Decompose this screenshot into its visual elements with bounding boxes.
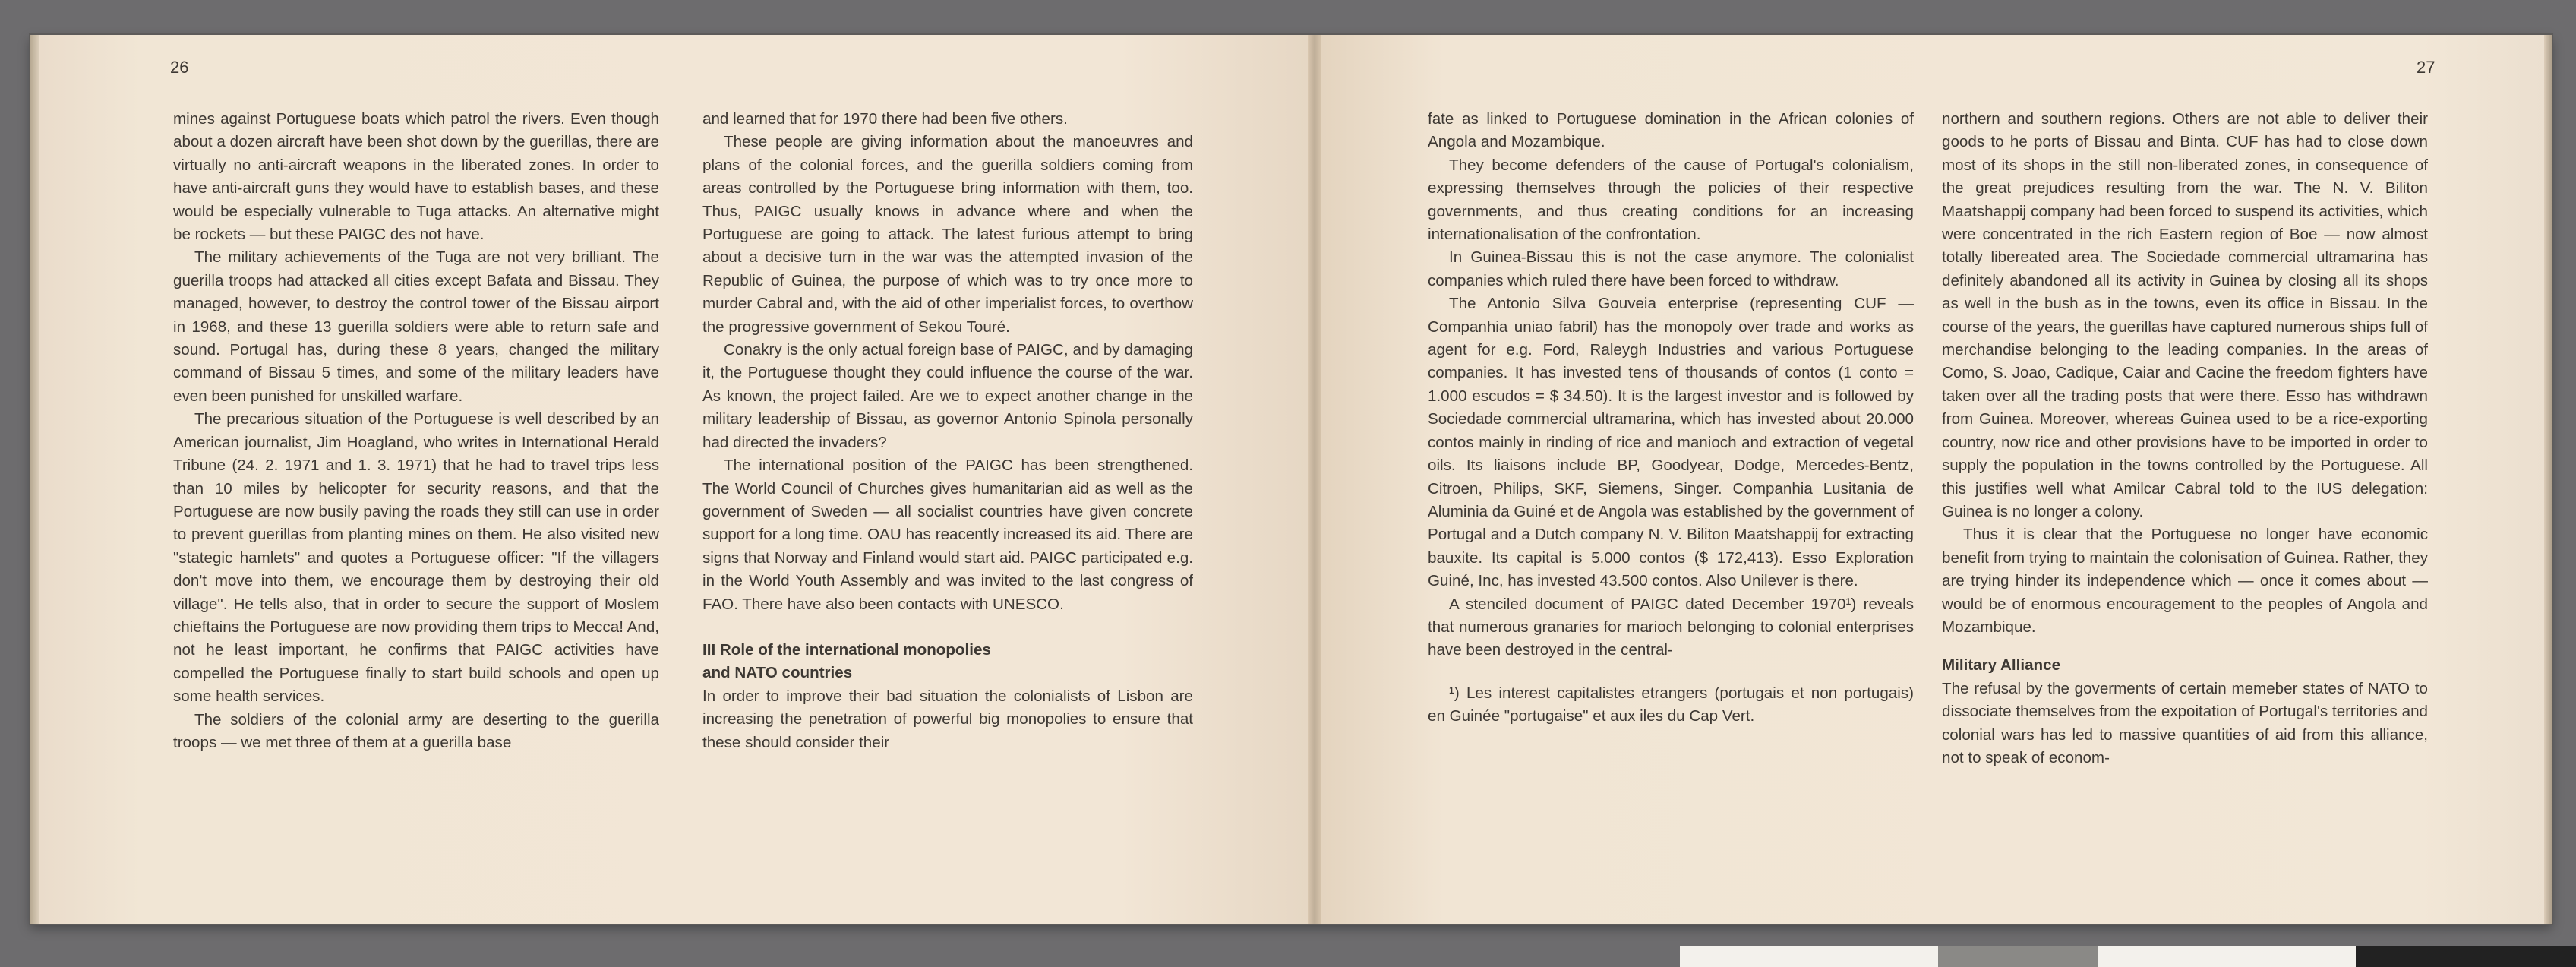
ruler-segment — [2356, 946, 2576, 967]
book-spread — [30, 35, 2552, 924]
paragraph: and learned that for 1970 there had been five others. — [702, 110, 1068, 128]
section-heading-line-1: III Role of the international monopolies — [702, 640, 991, 659]
paragraph: fate as linked to Portuguese domination in the African colonies of Angola and Mozambique. — [1428, 110, 1914, 151]
right-page-column-1 — [1428, 108, 1914, 728]
scale-ruler — [1680, 946, 2576, 967]
book-gutter — [1308, 35, 1321, 924]
section-heading-line-2: and NATO countries — [702, 664, 853, 682]
ruler-segment — [1680, 946, 1938, 967]
paragraph: In Guinea-Bissau this is not the case anymore. The colonialist companies which ruled there have been forced to withdraw. — [1428, 248, 1914, 289]
paragraph: A stenciled document of PAIGC dated December 1970¹) reveals that numerous granaries for marioch belonging to colonial enterprises have been destroyed in the central- — [1428, 595, 1914, 659]
paragraph: These people are giving information about the manoeuvres and plans of the colonial forces, and the guerilla soldiers coming from areas controlled by the Portuguese bring information with them, too. Thus, PAIGC usually knows in advance where and when the Portuguese are going to attack. The latest furious attempt to bring about a decisive turn in the war was the attempted invasion of the Republic of Guinea, the purpose of which was to try once more to murder Cabral and, with the aid of other imperialist forces, to overthow the progressive government of Sekou Touré. — [702, 133, 1193, 336]
footnote: ¹) Les interest capitalistes etrangers (portugais et non portugais) en Guinée "portugaise" et aux iles du Cap Vert. — [1428, 684, 1914, 725]
ruler-segment — [2098, 946, 2356, 967]
section-heading: Military Alliance — [1942, 656, 2061, 675]
paragraph: The precarious situation of the Portuguese is well described by an American journalist, Jim Hoagland, who writes in International Herald Tribune (24. 2. 1971 and 1. 3. 1971) that he had to travel trips less than 10 miles by helicopter for security reasons, and that the Portuguese are now busily paving the roads they still can use in order to prevent guerillas from planting mines on them. He also visited new "stategic hamlets" and quotes a Portuguese officer: "If the villagers don't move into them, we encourage them by destroying their old village". He tells also, that in order to secure the support of Moslem chieftains the Portuguese are now providing them trips to Mecca! And, not he least important, he confirms that PAIGC activities have compelled the Portuguese finally to start build schools and open up some health services. — [173, 410, 659, 706]
paragraph: northern and southern regions. Others are not able to deliver their goods to he ports of Bissau and Binta. CUF has had to close down most of its shops in the still non-liberated zones, in consequence of the great prejudices resulting from the war. The N. V. Biliton Maatshappij company had been forced to suspend its activities, which were concentrated in the rich Eastern region of Boe — now almost totally libereated area. The Sociedade commercial ultramarina has definitely abandoned all its activity in Guinea by closing all its shops as well in the bush as in the towns, even its office in Bissau. In the course of the years, the guerillas have captured numerous ships full of merchandise belonging to the leading companies. In the areas of Como, S. Joao, Cadique, Caiar and Cacine the freedom fighters have taken over all the trading posts that were there. Esso has withdrawn from Guinea. Moreover, whereas Guinea used to be a rice-exporting country, now rice and other provisions have to be imported in order to supply the population in the towns controlled by the Portuguese. All this justifies well what Amilcar Cabral told to the IUS delegation: Guinea is no longer a colony. — [1942, 110, 2428, 520]
paragraph: Conakry is the only actual foreign base of PAIGC, and by damaging it, the Portuguese thought they could influence the course of the war. As known, the project failed. Are we to expect another change in the military leadership of Bissau, as governor Antonio Spinola personally had directed the invaders? — [702, 341, 1193, 451]
page-number-left: 26 — [170, 58, 189, 77]
paragraph: Thus it is clear that the Portuguese no longer have economic benefit from trying to maintain the colonisation of Guinea. Rather, they are trying hinder its independence which — once it comes about — would be of enormous encouragement to the peoples of Angola and Mozambique. — [1942, 526, 2428, 636]
right-page — [1321, 35, 2544, 924]
paragraph: The military achievements of the Tuga are not very brilliant. The guerilla troops had attacked all cities except Bafata and Bissau. They managed, however, to destroy the control tower of the Bissau airport in 1968, and these 13 guerilla soldiers were able to return safe and sound. Portugal has, during these 8 years, changed the military command of Bissau 5 times, and some of the military leaders have even been punished for unskilled warfare. — [173, 248, 659, 405]
paragraph: In order to improve their bad situation the colonialists of Lisbon are increasing the penetration of powerful big monopolies to ensure that these should consider their — [702, 687, 1193, 751]
paragraph: The international position of the PAIGC has been strengthened. The World Council of Churches gives humanitarian aid as well as the government of Sweden — all socialist countries have given concrete support for a long time. OAU has reacently increased its aid. There are signs that Norway and Finland would start aid. PAIGC participated e.g. in the World Youth Assembly and was invited to the last congress of FAO. There have also been contacts with UNESCO. — [702, 457, 1193, 613]
book-edge-right — [2544, 35, 2552, 924]
left-page-column-1 — [173, 108, 659, 754]
right-page-column-2 — [1942, 108, 2428, 769]
paragraph: The Antonio Silva Gouveia enterprise (representing CUF — Companhia uniao fabril) has the monopoly over trade and works as agent for e.g. Ford, Raleygh Industries and various Portuguese companies. It has invested tens of thousands of contos (1 conto = 1.000 escudos = $ 34.50). It is the largest investor and is followed by Sociedade commercial ultramarina, which has invested about 20.000 contos mainly in rinding of rice and manioch and extraction of vegetal oils. Its liaisons include BP, Goodyear, Dodge, Mercedes-Bentz, Citroen, Philips, SKF, Siemens, Singer. Companhia Lusitania de Aluminia da Guiné et de Angola was established by the government of Portugal and a Dutch company N. V. Biliton Maatshappij for extracting bauxite. Its capital is 5.000 contos ($ 172,413). Esso Exploration Guiné, Inc, has invested 43.500 contos. Also Unilever is there. — [1428, 295, 1914, 590]
left-page-column-2 — [702, 108, 1193, 754]
page-number-right: 27 — [2417, 58, 2436, 77]
ruler-segment — [1938, 946, 2098, 967]
left-page — [39, 35, 1308, 924]
paragraph: mines against Portuguese boats which patrol the rivers. Even though about a dozen aircraft have been shot down by the guerillas, there are virtually no anti-aircraft weapons in the liberated zones. In order to have anti-aircraft guns they would have to establish bases, and these would be especially vulnerable to Tuga attacks. An alternative might be rockets — but these PAIGC des not have. — [173, 110, 659, 244]
section-heading — [702, 639, 1193, 685]
book-edge-left — [30, 35, 39, 924]
paragraph: They become defenders of the cause of Portugal's colonialism, expressing themselves through the policies of their respective governments, and thus creating conditions for an increasing internationalisation of the confrontation. — [1428, 156, 1914, 244]
paragraph: The soldiers of the colonial army are deserting to the guerilla troops — we met three of them at a guerilla base — [173, 710, 659, 751]
paragraph: The refusal by the goverments of certain memeber states of NATO to dissociate themselves from the expoitation of Portugal's territories and colonial wars has led to massive quantities of aid from this alliance, not to speak of econom- — [1942, 679, 2428, 766]
